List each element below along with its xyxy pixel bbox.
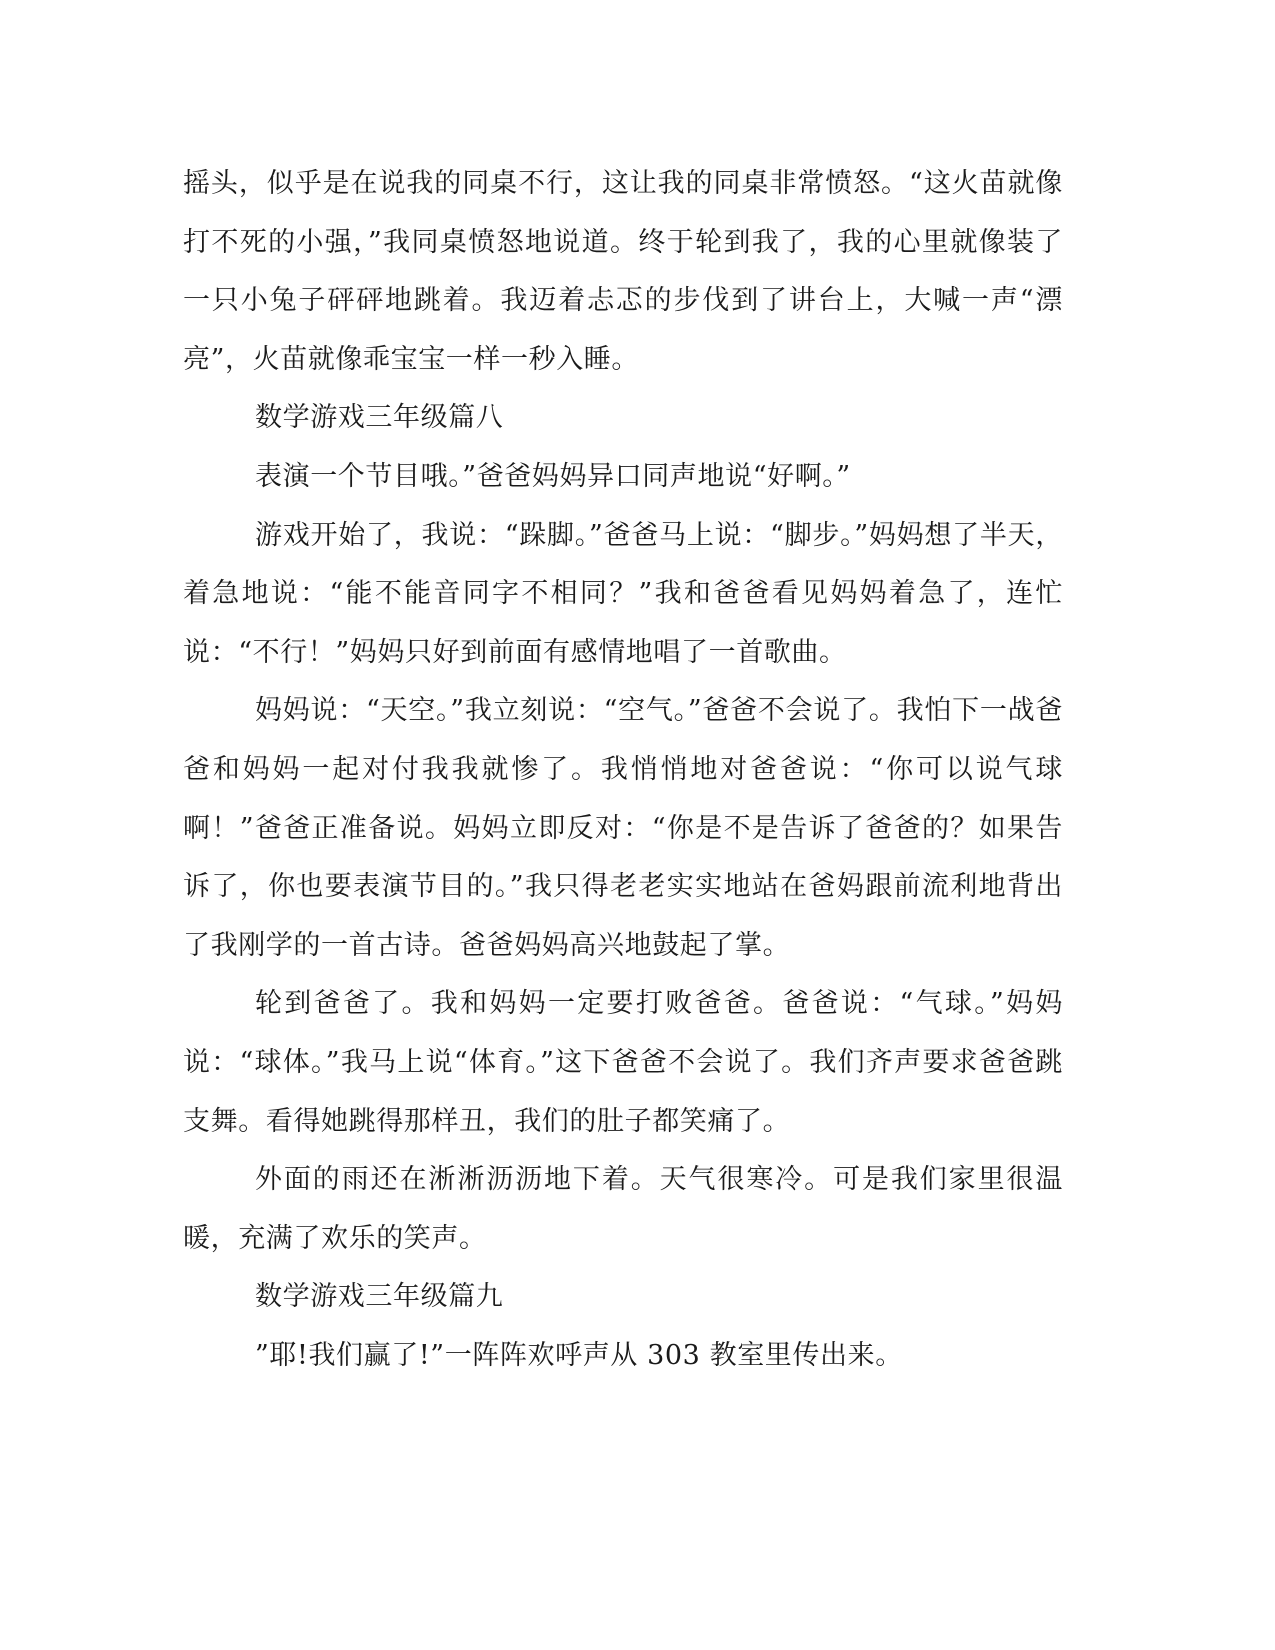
paragraph-4: 妈妈说：“天空。”我立刻说：“空气。”爸爸不会说了。我怕下一战爸爸和妈妈一起对付我我就惨了。我悄悄地对爸爸说：“你可以说气球啊！”爸爸正准备说。妈妈立即反对：“你是不是告诉了爸爸的？如果告诉了，你也要表演节目的。”我只得老老实实地站在爸妈跟前流利地背出了我刚学的一首古诗。爸爸妈妈高兴地鼓起了掌。 bbox=[183, 695, 1063, 961]
section-heading-8: 数学游戏三年级篇八 bbox=[255, 402, 504, 434]
paragraph-1: 摇头，似乎是在说我的同桌不行，这让我的同桌非常愤怒。“这火苗就像打不死的小强，”我同桌愤怒地说道。终于轮到我了，我的心里就像装了一只小兔子砰砰地跳着。我迈着忐忑的步伐到了讲台上，大喊一声“漂亮”，火苗就像乖宝宝一样一秒入睡。 bbox=[183, 168, 1063, 375]
document-body bbox=[183, 155, 1063, 1385]
paragraph-6: 外面的雨还在淅淅沥沥地下着。天气很寒冷。可是我们家里很温暖，充满了欢乐的笑声。 bbox=[183, 1164, 1063, 1254]
paragraph-5: 轮到爸爸了。我和妈妈一定要打败爸爸。爸爸说：“气球。”妈妈说：“球体。”我马上说“体育。”这下爸爸不会说了。我们齐声要求爸爸跳支舞。看得她跳得那样丑，我们的肚子都笑痛了。 bbox=[183, 988, 1063, 1137]
section-heading-9: 数学游戏三年级篇九 bbox=[255, 1281, 504, 1313]
paragraph-7: ”耶!我们赢了!”一阵阵欢呼声从 303 教室里传出来。 bbox=[255, 1339, 903, 1371]
paragraph-3: 游戏开始了，我说：“跺脚。”爸爸马上说：“脚步。”妈妈想了半天，着急地说：“能不能音同字不相同？”我和爸爸看见妈妈着急了，连忙说：“不行！”妈妈只好到前面有感情地唱了一首歌曲。 bbox=[183, 519, 1063, 668]
paragraph-2: 表演一个节目哦。”爸爸妈妈异口同声地说“好啊。” bbox=[255, 460, 851, 492]
